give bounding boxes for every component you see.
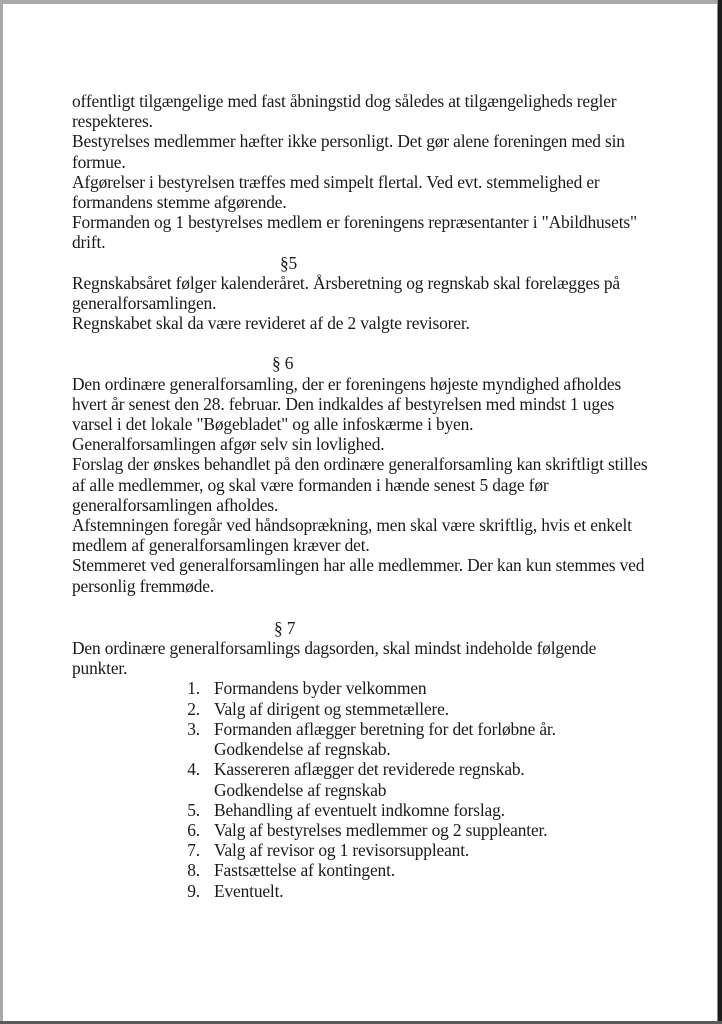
paragraph: Regnskabet skal da være revideret af de 2 valgte revisorer. xyxy=(72,313,470,334)
item-number: 2. xyxy=(187,698,200,719)
section-6 xyxy=(72,353,652,595)
item-text: Behandling af eventuelt indkomne forslag. xyxy=(214,799,505,820)
agenda-item xyxy=(172,860,652,880)
section-heading: § 6 xyxy=(272,353,294,374)
item-text: Formanden aflægger beretning for det forløbne år. xyxy=(214,718,556,739)
item-text: Godkendelse af regnskab xyxy=(214,779,387,800)
paragraph: Formanden og 1 bestyrelses medlem er foreningens repræsentanter i "Abildhusets" drift. xyxy=(72,212,637,253)
item-text: Eventuelt. xyxy=(214,880,284,901)
spacer xyxy=(72,596,652,618)
paragraph: offentligt tilgængelige med fast åbningstid dog således at tilgængeligheds regler respekteres. xyxy=(72,91,617,132)
item-number: 1. xyxy=(187,678,200,699)
item-text: Fastsættelse af kontingent. xyxy=(214,860,395,881)
page-border-top xyxy=(0,0,722,4)
paragraph: Den ordinære generalforsamling, der er foreningens højeste myndighed afholdes hvert år senest den 28. februar. Den indkaldes af bestyrelsen med mindst 1 uges varsel i det lokale "Bøgebladet" og alle infoskærme i byen. xyxy=(72,373,622,435)
item-text: Kassereren aflægger det reviderede regnskab. xyxy=(214,759,525,780)
agenda-item xyxy=(172,759,652,799)
spacer xyxy=(72,333,652,353)
paragraph: Den ordinære generalforsamlings dagsorden, skal mindst indeholde følgende punkter. xyxy=(72,638,597,679)
paragraph: Generalforsamlingen afgør selv sin lovlighed. xyxy=(72,434,385,455)
section-heading: §5 xyxy=(280,252,298,273)
agenda-item xyxy=(172,699,652,719)
item-text: Valg af bestyrelses medlemmer og 2 suppleanter. xyxy=(214,819,548,840)
paragraph: Forslag der ønskes behandlet på den ordinære generalforsamling kan skriftligt stilles af alle medlemmer, og skal være formanden i hænde senest 5 dage før generalforsamlingen afholdes. xyxy=(72,454,648,515)
section-4-continuation xyxy=(72,91,652,253)
agenda-item xyxy=(172,881,652,901)
agenda-item xyxy=(172,678,652,698)
item-number: 3. xyxy=(187,718,200,739)
document-page xyxy=(72,91,652,901)
agenda-item xyxy=(172,719,652,759)
item-text: Valg af revisor og 1 revisorsuppleant. xyxy=(214,840,470,861)
item-text: Formandens byder velkommen xyxy=(214,678,427,699)
agenda-item xyxy=(172,800,652,820)
section-7 xyxy=(72,618,652,901)
paragraph: Stemmeret ved generalforsamlingen har alle medlemmer. Der kan kun stemmes ved personlig fremmøde. xyxy=(72,555,645,596)
page-border-left xyxy=(0,0,3,1024)
section-5 xyxy=(72,253,652,334)
agenda-item xyxy=(172,820,652,840)
agenda-item xyxy=(172,840,652,860)
item-number: 7. xyxy=(187,840,200,861)
item-number: 9. xyxy=(187,880,200,901)
paragraph: Afgørelser i bestyrelsen træffes med simpelt flertal. Ved evt. stemmelighed er formandens stemme afgørende. xyxy=(72,171,600,213)
section-heading: § 7 xyxy=(274,617,296,638)
paragraph: Afstemningen foregår ved håndsoprækning, men skal være skriftlig, hvis et enkelt medlem af generalforsamlingen kræver det. xyxy=(72,515,632,556)
page-border-right xyxy=(718,0,722,1024)
agenda-list xyxy=(172,678,652,900)
item-number: 4. xyxy=(187,759,200,780)
paragraph: Bestyrelses medlemmer hæfter ikke personligt. Det gør alene foreningen med sin formue. xyxy=(72,131,625,172)
item-number: 8. xyxy=(187,860,200,881)
item-text: Valg af dirigent og stemmetællere. xyxy=(214,698,449,719)
item-number: 5. xyxy=(187,799,200,820)
item-text: Godkendelse af regnskab. xyxy=(214,739,391,760)
paragraph: Regnskabsåret følger kalenderåret. Årsberetning og regnskab skal forelægges på generalforsamlingen. xyxy=(72,272,620,314)
item-number: 6. xyxy=(187,819,200,840)
